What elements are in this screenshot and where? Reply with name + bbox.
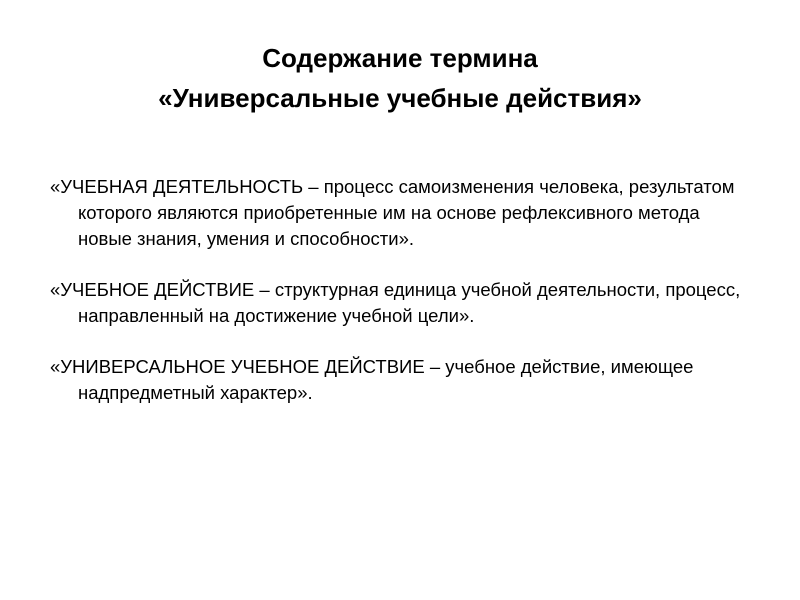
slide-body — [50, 174, 750, 431]
title-line-1: Содержание термина — [262, 43, 538, 73]
definition-learning-action: «УЧЕБНОЕ ДЕЙСТВИЕ – структурная единица учебной деятельности, процесс, направленный на достижение учебной цели». — [50, 279, 741, 326]
slide-title — [60, 38, 740, 118]
definition-universal-learning-action: «УНИВЕРСАЛЬНОЕ УЧЕБНОЕ ДЕЙСТВИЕ – учебное действие, имеющее надпредметный характер». — [50, 356, 694, 403]
definition-learning-activity: «УЧЕБНАЯ ДЕЯТЕЛЬНОСТЬ – процесс самоизменения человека, результатом которого являются приобретенные им на основе рефлексивного метода новые знания, умения и способности». — [50, 176, 735, 249]
title-line-2: «Универсальные учебные действия» — [158, 83, 642, 113]
